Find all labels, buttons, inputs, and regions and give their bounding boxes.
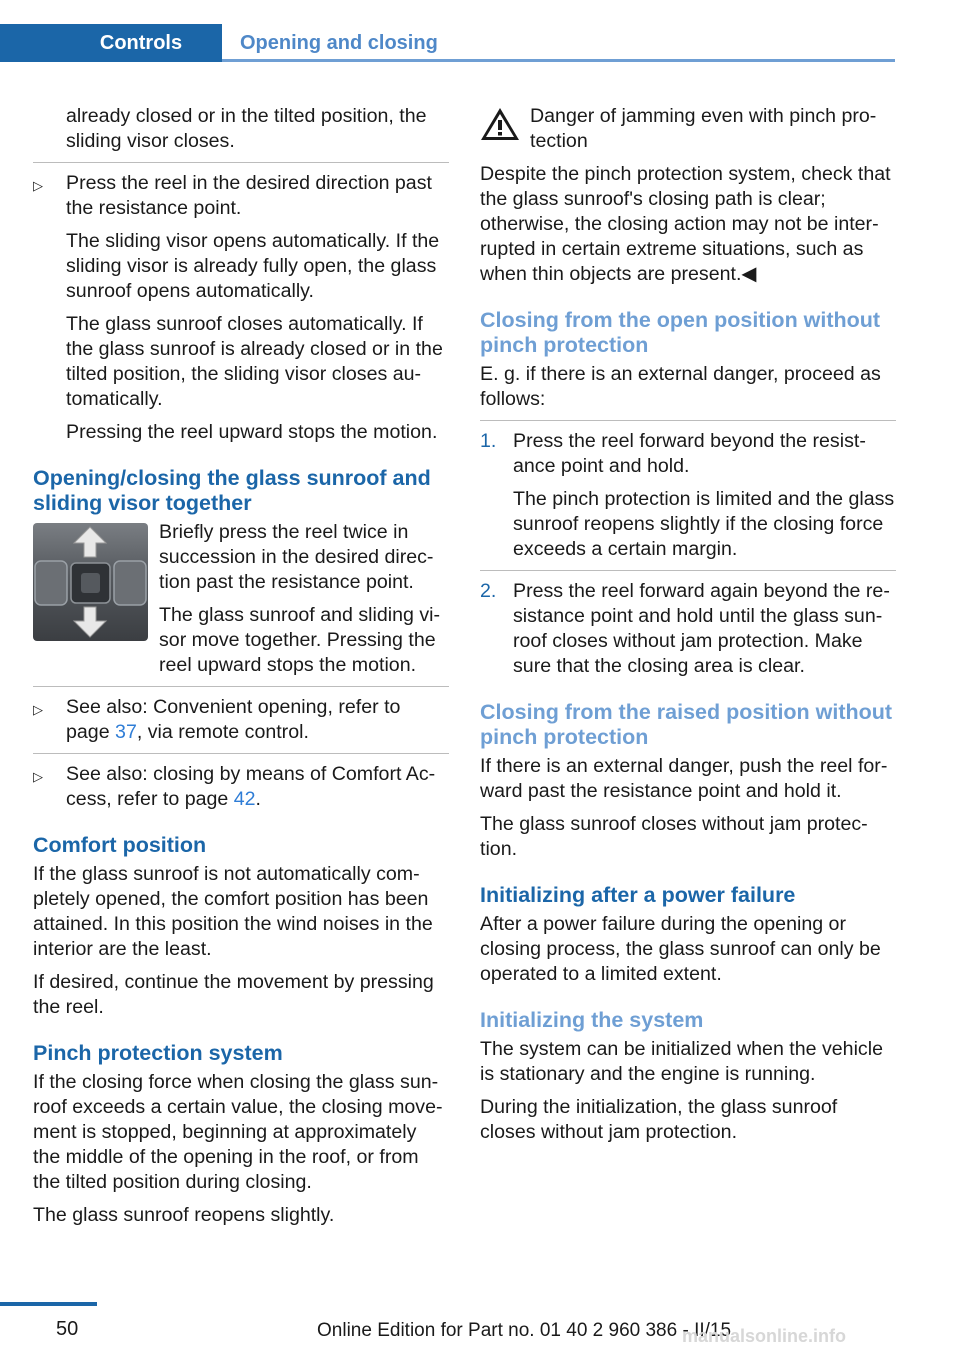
see-also-text: . <box>255 788 261 810</box>
heading-init-system: Initializing the system <box>480 1008 704 1032</box>
footer-rule <box>0 1302 97 1306</box>
heading-open-position: Closing from the open position without pinch protection <box>480 308 881 357</box>
open-intro: E. g. if there is an external danger, proceed as follows: <box>480 363 881 410</box>
heading-init-power: Initializing after a power failure <box>480 883 796 907</box>
heading-together: Opening/closing the glass sunroof and sliding visor together <box>33 466 431 515</box>
page-link-37[interactable]: 37 <box>115 721 137 743</box>
see-also-text: See also: closing by means of Comfort Ac‐ cess, refer to page <box>66 763 436 810</box>
see-also-text: See also: Convenient opening, refer to page <box>66 696 401 743</box>
reel-control-figure <box>33 523 148 641</box>
step-item <box>480 429 896 562</box>
divider <box>33 162 449 163</box>
together-text-2-span: The glass sunroof and sliding vi‐ sor move together. Pressing the reel upward stops the motion. <box>159 604 440 676</box>
bullet-text: Press the reel in the desired direction past the resistance point. <box>66 172 432 219</box>
warning-title: Danger of jamming even with pinch pro‐ tection <box>530 105 877 152</box>
heading-pinch: Pinch protection system <box>33 1041 283 1065</box>
left-column <box>33 104 449 1236</box>
heading-comfort: Comfort position <box>33 833 207 857</box>
triangle-bullet-icon: ▷ <box>33 702 43 717</box>
heading-raised-position: Closing from the raised position without pinch protection <box>480 700 893 749</box>
bullet-paragraph: The sliding visor opens automatically. If the sliding visor is already fully open, the glass sunroof opens automatically. <box>66 230 440 302</box>
step-text: Press the reel forward again beyond the re‐ sistance point and hold until the glass sun‐ roof closes without jam protection. Make sure that the closing area is clear. <box>513 580 890 677</box>
divider <box>480 570 896 571</box>
divider <box>33 686 449 687</box>
system-text-2: During the initialization, the glass sunroof closes without jam protection. <box>480 1096 838 1143</box>
pinch-text-1: If the closing force when closing the glass sun‐ roof exceeds a certain value, the closing move‐ ment is stopped, beginning at approximately the middle of the opening in the roof, or from the tilted position during closing. <box>33 1071 443 1193</box>
divider <box>33 753 449 754</box>
comfort-text-2: If desired, continue the movement by pressing the reel. <box>33 971 434 1018</box>
triangle-bullet-icon: ▷ <box>33 769 43 784</box>
page-header <box>0 24 895 62</box>
bullet-item <box>33 762 449 812</box>
see-also-text: , via remote control. <box>136 721 309 743</box>
figure-row <box>33 520 449 678</box>
step-number: 1. <box>480 430 497 452</box>
init-text: After a power failure during the opening or closing process, the glass sunroof can only be operated to a limited extent. <box>480 913 881 985</box>
bullet-paragraph: Pressing the reel upward stops the motion. <box>66 421 438 443</box>
raised-text-2: The glass sunroof closes without jam protec‐ tion. <box>480 813 868 860</box>
warning-triangle-icon <box>480 107 520 141</box>
divider <box>480 420 896 421</box>
step-text: Press the reel forward beyond the resist‐ ance point and hold. <box>513 430 866 477</box>
page-link-42[interactable]: 42 <box>233 788 256 810</box>
step-paragraph: The pinch protection is limited and the glass sunroof reopens slightly if the closing force exceeds a certain margin. <box>513 488 895 560</box>
warning-block <box>480 104 896 154</box>
page-number: 50 <box>56 1318 79 1340</box>
comfort-text-1: If the glass sunroof is not automatically com‐ pletely opened, the comfort position has been attained. In this position the wind noises in the interior are the least. <box>33 863 433 960</box>
step-item <box>480 579 896 679</box>
step-number: 2. <box>480 580 497 602</box>
pinch-text-2: The glass sunroof reopens slightly. <box>33 1204 335 1226</box>
continued-text: already closed or in the tilted position, the sliding visor closes. <box>66 105 427 152</box>
section-title: Opening and closing <box>240 32 438 54</box>
bullet-paragraph: The glass sunroof closes automatically. If the glass sunroof is already closed or in the tilted position, the sliding visor closes au‐ tomatically. <box>66 313 443 410</box>
see-also-2 <box>66 762 449 812</box>
watermark-text: manualsonline.info <box>682 1326 847 1346</box>
bullet-item <box>33 171 449 445</box>
edition-text: Online Edition for Part no. 01 40 2 960 386 - II/15 <box>317 1320 732 1341</box>
warning-text: Despite the pinch protection system, check that the glass sunroof's closing path is clear; otherwise, the closing action may not be inter‐ rupted in certain extreme situations, such as when thin objects are present.◀ <box>480 163 891 285</box>
header-rule <box>222 59 895 62</box>
chapter-tab: Controls <box>0 24 222 62</box>
bullet-item <box>33 695 449 745</box>
see-also-1 <box>66 695 449 745</box>
together-text-1: Briefly press the reel twice in succession in the desired direc‐ tion past the resistance point. <box>159 521 434 593</box>
right-column <box>480 104 896 1153</box>
reel-switch-icon <box>33 523 148 641</box>
raised-text-1: If there is an external danger, push the reel for‐ ward past the resistance point and hold it. <box>480 755 888 802</box>
triangle-bullet-icon: ▷ <box>33 178 43 193</box>
system-text-1: The system can be initialized when the vehicle is stationary and the engine is running. <box>480 1038 883 1085</box>
